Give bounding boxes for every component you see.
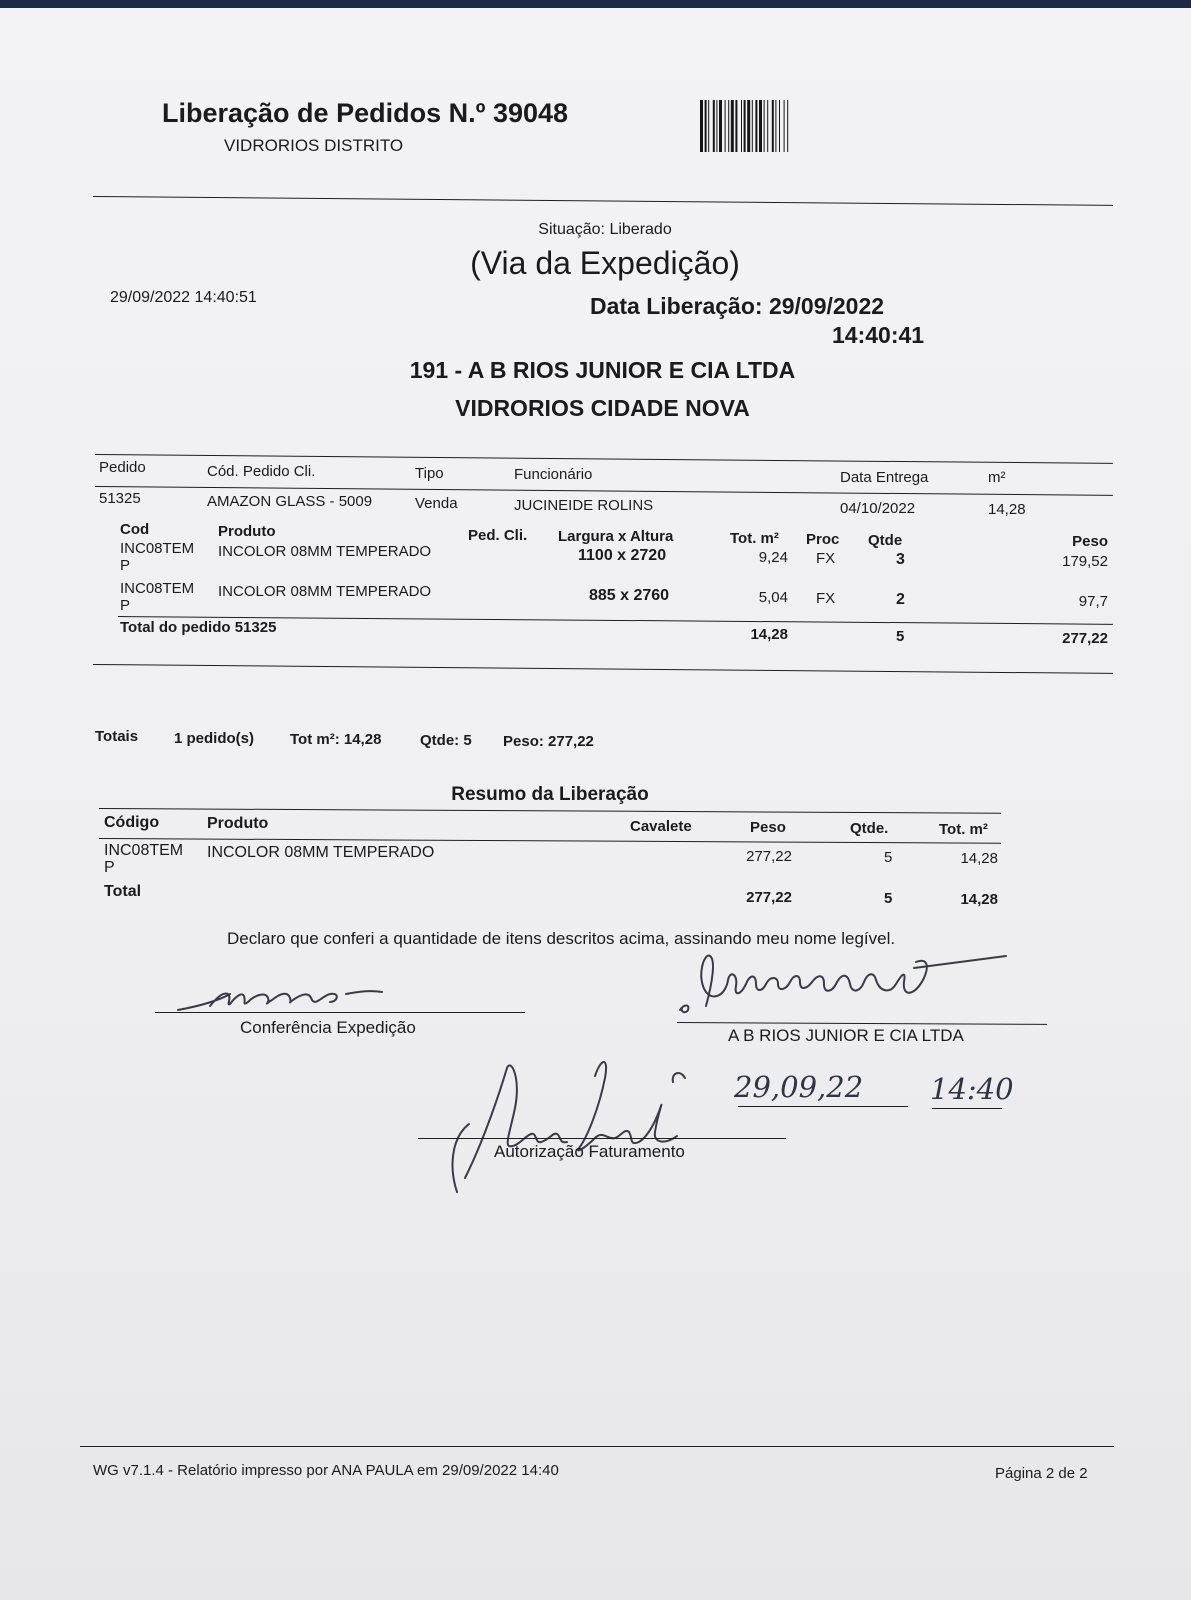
summary-col-cavalete: Cavalete bbox=[630, 818, 692, 835]
item-qtde: 2 bbox=[896, 591, 905, 608]
summary-col-produto: Produto bbox=[207, 815, 269, 832]
handwritten-date-underline bbox=[738, 1106, 908, 1107]
release-time: 14:40:41 bbox=[832, 322, 925, 348]
footer-print-info: WG v7.1.4 - Relatório impresso por ANA PAULA em 29/09/2022 14:40 bbox=[93, 1462, 559, 1479]
col-data-entrega: Data Entrega bbox=[840, 469, 929, 486]
item-proc: FX bbox=[816, 550, 836, 567]
release-date: Data Liberação: 29/09/2022 bbox=[590, 293, 885, 319]
totals-qtde: Qtde: 5 bbox=[420, 732, 472, 749]
order-number: 51325 bbox=[99, 490, 141, 507]
col-qtde: Qtde bbox=[868, 532, 903, 549]
item-tot-m2: 9,24 bbox=[758, 549, 788, 566]
client-name: 191 - A B RIOS JUNIOR E CIA LTDA bbox=[409, 357, 796, 383]
summary-total-peso: 277,22 bbox=[746, 889, 792, 906]
summary-item-tot-m2: 14,28 bbox=[960, 850, 998, 867]
col-largura-altura: Largura x Altura bbox=[558, 528, 674, 545]
declaration-text: Declaro que conferi a quantidade de itens descritos acima, assinando meu nome legível. bbox=[227, 929, 896, 948]
order-total-qtde: 5 bbox=[896, 628, 905, 645]
signature-client bbox=[676, 948, 1016, 1020]
item-proc: FX bbox=[816, 590, 836, 607]
signature-autorizacao bbox=[445, 1048, 725, 1198]
signature-line-client bbox=[677, 1022, 1047, 1025]
client-order-code: AMAZON GLASS - 5009 bbox=[207, 493, 373, 510]
item-code: INC08TEMP bbox=[120, 540, 195, 574]
col-tot-m2: Tot. m² bbox=[730, 530, 779, 547]
item-dimensions: 885 x 2760 bbox=[589, 587, 670, 604]
footer-line bbox=[80, 1446, 1114, 1447]
order-m2: 14,28 bbox=[988, 501, 1026, 518]
company-subtitle: VIDRORIOS DISTRITO bbox=[224, 136, 404, 155]
summary-item-code: INC08TEMP bbox=[104, 842, 184, 876]
signature-line-conferencia bbox=[155, 1012, 525, 1013]
item-tot-m2: 5,04 bbox=[758, 589, 788, 606]
col-funcionario: Funcionário bbox=[514, 466, 593, 483]
page-top-edge bbox=[0, 0, 1191, 8]
totals-orders: 1 pedido(s) bbox=[174, 730, 255, 747]
handwritten-time-underline bbox=[932, 1108, 1002, 1109]
col-cod: Cod bbox=[120, 521, 150, 538]
document-page bbox=[0, 8, 1191, 1600]
summary-title: Resumo da Liberação bbox=[451, 784, 649, 805]
order-table-bottom-line bbox=[93, 664, 1113, 674]
col-tipo: Tipo bbox=[415, 465, 444, 482]
signature-line-autorizacao bbox=[418, 1138, 786, 1139]
col-m2: m² bbox=[988, 469, 1006, 486]
signature-label-conferencia: Conferência Expedição bbox=[240, 1018, 416, 1037]
summary-top-line bbox=[99, 808, 1001, 814]
item-product: INCOLOR 08MM TEMPERADO bbox=[218, 583, 432, 600]
signature-label-autorizacao: Autorização Faturamento bbox=[494, 1142, 685, 1161]
handwritten-time: 14:40 bbox=[930, 1072, 1014, 1106]
summary-item-qtde: 5 bbox=[884, 849, 893, 866]
client-branch: VIDRORIOS CIDADE NOVA bbox=[455, 395, 750, 421]
totals-label: Totais bbox=[95, 728, 139, 745]
employee-name: JUCINEIDE ROLINS bbox=[514, 497, 654, 514]
summary-col-codigo: Código bbox=[104, 814, 160, 831]
totals-m2: Tot m²: 14,28 bbox=[290, 731, 382, 748]
summary-item-peso: 277,22 bbox=[746, 848, 792, 865]
item-qtde: 3 bbox=[896, 551, 905, 568]
footer-page-number: Página 2 de 2 bbox=[995, 1465, 1088, 1482]
col-ped-cli: Ped. Cli. bbox=[468, 527, 528, 544]
status-text: Situação: Liberado bbox=[538, 221, 672, 238]
item-peso: 97,7 bbox=[1078, 593, 1108, 610]
item-peso: 179,52 bbox=[1062, 553, 1108, 570]
item-code: INC08TEMP bbox=[120, 580, 195, 614]
summary-total-qtde: 5 bbox=[884, 890, 893, 907]
order-total-m2: 14,28 bbox=[750, 626, 788, 643]
summary-total-tot-m2: 14,28 bbox=[960, 891, 998, 908]
col-proc: Proc bbox=[806, 531, 840, 548]
order-total-peso: 277,22 bbox=[1062, 630, 1108, 647]
item-product: INCOLOR 08MM TEMPERADO bbox=[218, 543, 432, 560]
order-total-label: Total do pedido 51325 bbox=[120, 619, 277, 636]
col-cod-pedido-cli: Cód. Pedido Cli. bbox=[207, 463, 316, 480]
summary-col-tot-m2: Tot. m² bbox=[939, 821, 988, 838]
item-dimensions: 1100 x 2720 bbox=[578, 547, 667, 564]
barcode bbox=[700, 100, 882, 152]
col-peso: Peso bbox=[1072, 533, 1108, 550]
copy-type: (Via da Expedição) bbox=[470, 245, 740, 281]
document-title: Liberação de Pedidos N.º 39048 bbox=[162, 98, 569, 128]
summary-item-product: INCOLOR 08MM TEMPERADO bbox=[207, 844, 435, 861]
header-divider bbox=[93, 196, 1113, 206]
print-timestamp: 29/09/2022 14:40:51 bbox=[110, 289, 257, 306]
delivery-date: 04/10/2022 bbox=[840, 500, 916, 517]
summary-header-line bbox=[99, 838, 1001, 844]
summary-col-peso: Peso bbox=[750, 819, 786, 836]
col-produto: Produto bbox=[218, 523, 276, 540]
totals-peso: Peso: 277,22 bbox=[503, 733, 594, 750]
summary-col-qtde: Qtde. bbox=[850, 820, 889, 837]
signature-label-client: A B RIOS JUNIOR E CIA LTDA bbox=[728, 1026, 964, 1045]
handwritten-date: 29,09,22 bbox=[734, 1070, 864, 1104]
order-type: Venda bbox=[415, 495, 458, 512]
col-pedido: Pedido bbox=[99, 459, 146, 476]
summary-total-label: Total bbox=[104, 883, 142, 900]
